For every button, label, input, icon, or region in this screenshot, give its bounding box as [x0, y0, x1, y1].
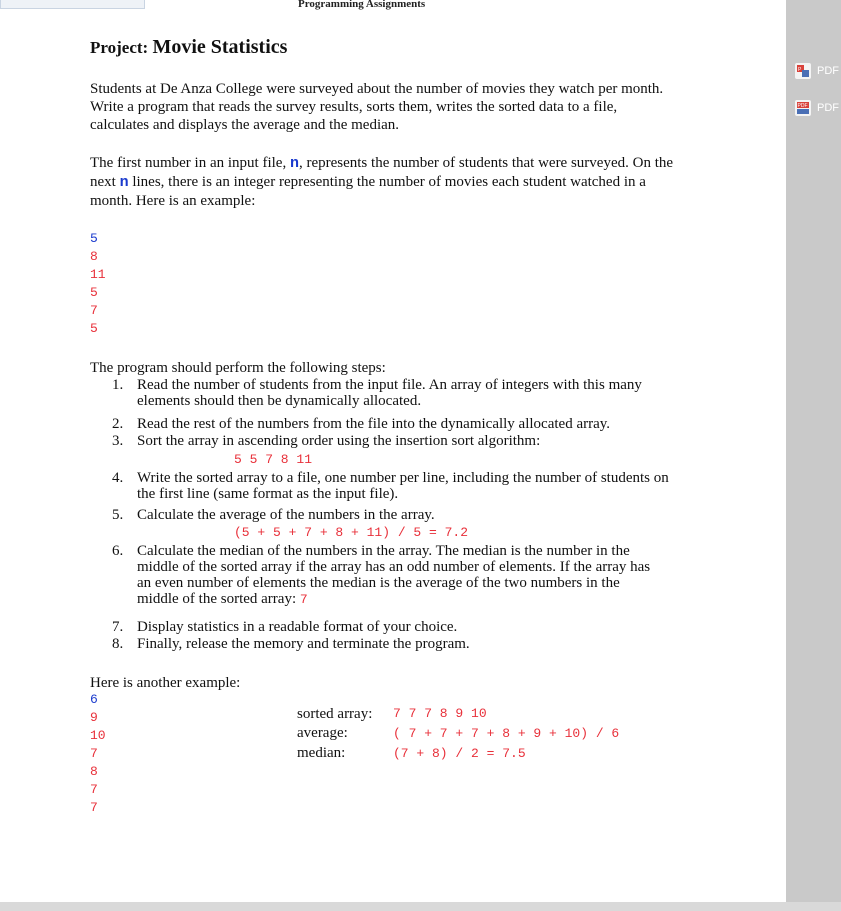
- pdf-export-label: PDF: [817, 102, 839, 114]
- list-item: 11: [90, 267, 106, 282]
- intro-paragraph: Students at De Anza College were surveyed about the number of movies they watch per month. Write a program that reads the survey results, sorts them, writes the sorted data to a file, calculates and displays the average and the median.: [90, 81, 664, 133]
- list-item: 5: [90, 321, 98, 336]
- title-prefix: Project:: [90, 38, 149, 57]
- average-label: average:: [297, 725, 348, 741]
- list-item: 8: [90, 249, 98, 264]
- example2-count: 6: [90, 692, 98, 707]
- pdf-edit-icon: [795, 63, 811, 79]
- step-item: 2. Read the rest of the numbers from the file into the dynamically allocated array.: [112, 416, 611, 432]
- bottom-bar: [0, 902, 841, 911]
- pdf-export-tool[interactable]: [795, 100, 839, 116]
- step-item: 3. Sort the array in ascending order using the insertion sort algorithm:: [112, 433, 541, 449]
- median-inline: 7: [299, 592, 308, 607]
- example1-list: [90, 230, 106, 338]
- n-variable: n: [289, 155, 299, 172]
- average-value: ( 7 + 7 + 7 + 8 + 9 + 10) / 6: [393, 726, 620, 741]
- step-item: 7. Display statistics in a readable format of your choice.: [112, 619, 458, 635]
- svg-text:P: P: [798, 67, 802, 73]
- list-item: 8: [90, 764, 98, 779]
- title-name: Movie Statistics: [152, 36, 288, 58]
- steps-intro: The program should perform the following steps:: [90, 360, 386, 376]
- list-item: 7: [90, 746, 98, 761]
- list-item: 7: [90, 800, 98, 815]
- n-variable: n: [119, 174, 129, 191]
- step-item: 6. Calculate the median of the numbers in the array. The median is the number in the middle of the sorted array if the array has an odd number of elements. If the array has an even number of elements the median is the average of the two numbers in the middle of the sorted array: 7: [112, 543, 651, 607]
- median-value: (7 + 8) / 2 = 7.5: [393, 746, 526, 761]
- svg-text:PDF: PDF: [797, 103, 808, 109]
- another-example-intro: Here is another example:: [90, 675, 241, 691]
- format-paragraph: The first number in an input file, n, represents the number of students that were surveyed. On the next n lines, there is an integer representing the number of movies each student watched in a month. Here is an example:: [90, 155, 674, 209]
- step-item: 1. Read the number of students from the input file. An array of integers with this many elements should then be dynamically allocated.: [112, 377, 642, 409]
- example1-count: 5: [90, 231, 98, 246]
- pdf-edit-label: PDF: [817, 65, 839, 77]
- list-item: 9: [90, 710, 98, 725]
- right-tool-panel: [786, 0, 841, 902]
- sorted-array-value: 7 7 7 8 9 10: [393, 706, 487, 721]
- step-item: 8. Finally, release the memory and terminate the program.: [112, 636, 470, 652]
- list-item: 7: [90, 303, 98, 318]
- list-item: 7: [90, 782, 98, 797]
- list-item: 5: [90, 285, 98, 300]
- step-item: 4. Write the sorted array to a file, one number per line, including the number of students on the first line (same format as the input file).: [112, 470, 669, 502]
- example2-list: [90, 691, 106, 817]
- sorted-example: 5 5 7 8 11: [234, 452, 313, 467]
- page-header: Programming Assignments: [298, 0, 426, 10]
- list-item: 10: [90, 728, 106, 743]
- sorted-array-label: sorted array:: [297, 706, 373, 722]
- step-item: 5. Calculate the average of the numbers in the array.: [112, 507, 435, 523]
- pdf-export-icon: [795, 100, 811, 116]
- average-example: (5 + 5 + 7 + 8 + 11) / 5 = 7.2: [234, 525, 469, 540]
- window-tab-stub[interactable]: [0, 0, 145, 9]
- pdf-edit-tool[interactable]: [795, 63, 839, 79]
- median-label: median:: [297, 745, 346, 761]
- page-title: [90, 36, 287, 59]
